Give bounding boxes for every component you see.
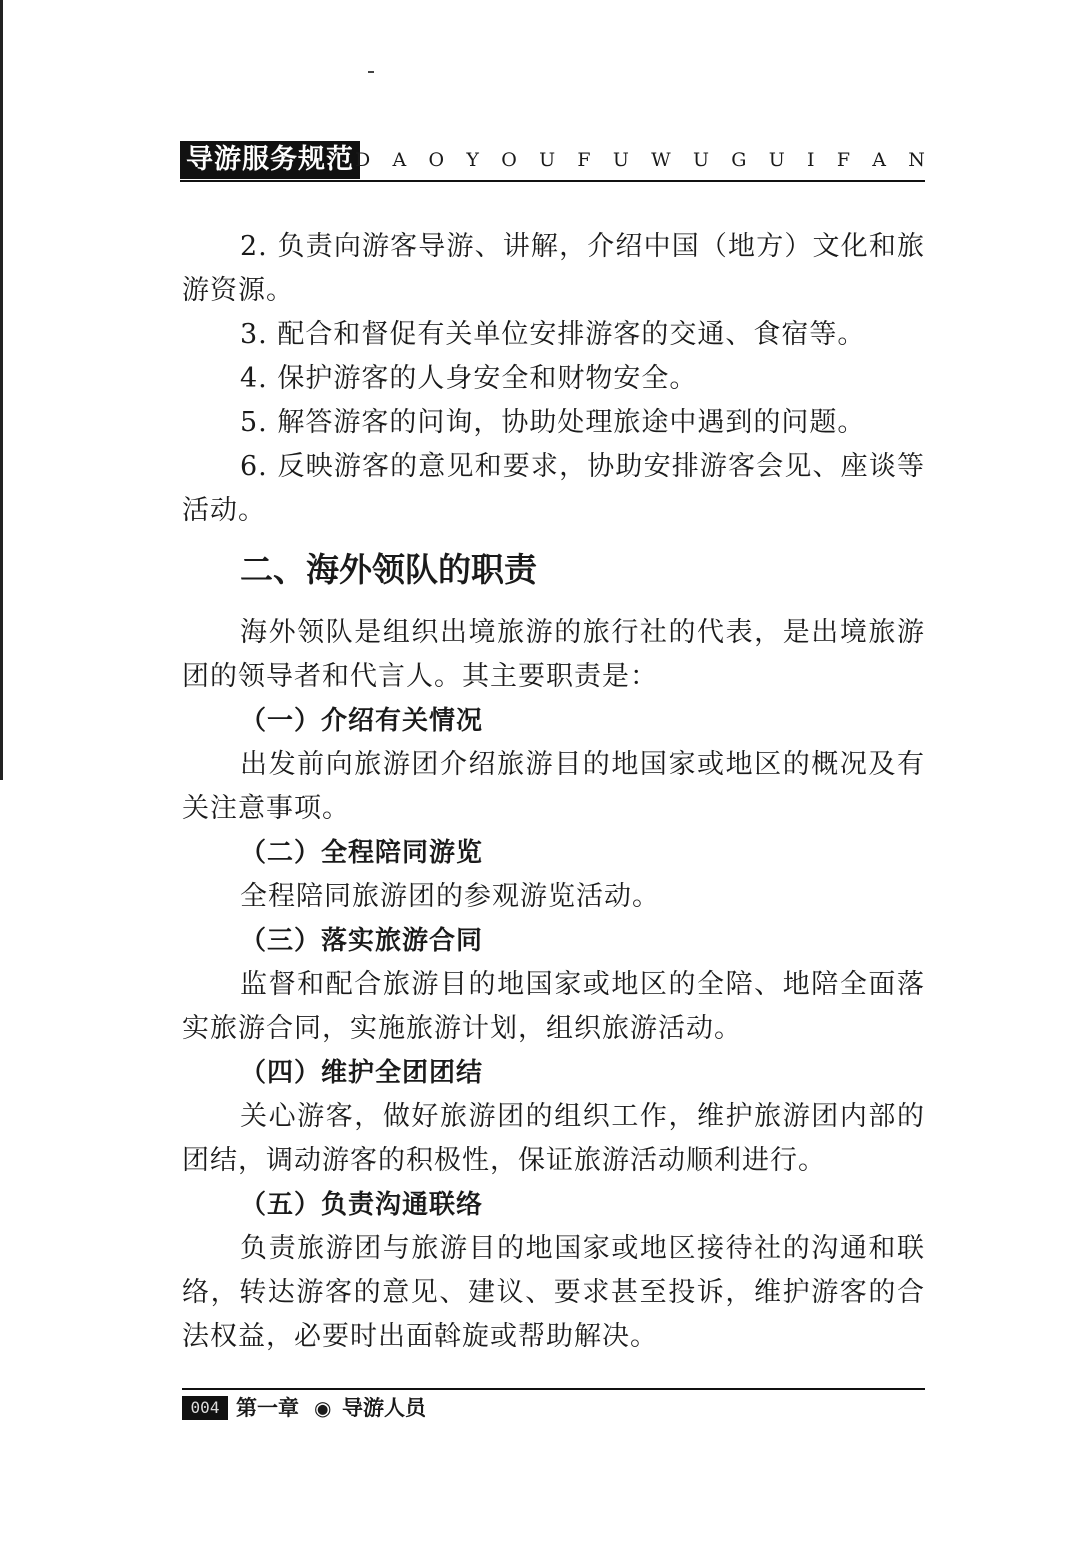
running-header <box>180 138 925 182</box>
header-pinyin <box>355 141 925 179</box>
header-rule <box>180 180 925 182</box>
duty-heading: （四）维护全团团结 <box>240 1058 484 1088</box>
header-letter: F <box>836 149 850 171</box>
header-letter: O <box>501 149 517 171</box>
footer-rule <box>182 1388 925 1390</box>
header-letter: U <box>768 149 785 171</box>
footer-chapter: 第一章 <box>236 1396 299 1420</box>
duty-text: 关心游客，做好旅游团的组织工作，维护旅游团内部的团结，调动游客的积极性，保证旅游活动顺利进行。 <box>182 1101 925 1176</box>
header-letter: A <box>872 149 887 171</box>
duty-heading: （一）介绍有关情况 <box>240 706 484 736</box>
running-footer <box>182 1388 925 1428</box>
header-letter: U <box>692 149 709 171</box>
header-letter: G <box>731 149 747 171</box>
page-body <box>182 225 925 1359</box>
duty-text: 全程陪同旅游团的参观游览活动。 <box>240 881 660 912</box>
intro-paragraph: 海外领队是组织出境旅游的旅行社的代表，是出境旅游团的领导者和代言人。其主要职责是： <box>182 617 925 692</box>
duty-heading: （五）负责沟通联络 <box>240 1190 484 1220</box>
scan-mark <box>368 71 374 73</box>
header-title: 导游服务规范 <box>180 141 360 179</box>
header-letter: I <box>807 149 815 171</box>
footer-bullet-icon: ◉ <box>314 1396 332 1420</box>
page-number: 004 <box>182 1396 228 1420</box>
duty-text: 监督和配合旅游目的地国家或地区的全陪、地陪全面落实旅游合同，实施旅游计划，组织旅游活动。 <box>182 969 925 1044</box>
list-item: 2. 负责向游客导游、讲解，介绍中国（地方）文化和旅游资源。 <box>182 231 925 306</box>
list-item: 6. 反映游客的意见和要求，协助安排游客会见、座谈等活动。 <box>182 451 925 526</box>
header-letter: F <box>577 149 591 171</box>
header-letter: Y <box>466 149 479 171</box>
duty-heading: （三）落实旅游合同 <box>240 926 484 956</box>
list-item: 5. 解答游客的问询，协助处理旅途中遇到的问题。 <box>240 407 866 438</box>
section-heading: 二、海外领队的职责 <box>240 550 537 589</box>
page-edge-rule <box>0 0 3 780</box>
duty-text: 出发前向旅游团介绍旅游目的地国家或地区的概况及有关注意事项。 <box>182 749 925 824</box>
footer-chapter-title: 导游人员 <box>342 1396 426 1420</box>
header-letter: U <box>612 149 629 171</box>
header-letter: W <box>651 149 671 171</box>
header-letter: U <box>539 149 556 171</box>
header-letter: O <box>428 149 445 171</box>
list-item: 3. 配合和督促有关单位安排游客的交通、食宿等。 <box>240 319 866 350</box>
duty-text: 负责旅游团与旅游目的地国家或地区接待社的沟通和联络，转达游客的意见、建议、要求甚至投诉，维护游客的合法权益，必要时出面斡旋或帮助解决。 <box>182 1233 925 1352</box>
list-item: 4. 保护游客的人身安全和财物安全。 <box>240 363 698 394</box>
header-letter: N <box>908 149 925 171</box>
duty-heading: （二）全程陪同游览 <box>240 838 484 868</box>
header-letter: A <box>392 149 407 171</box>
header-letter: D <box>355 149 371 171</box>
